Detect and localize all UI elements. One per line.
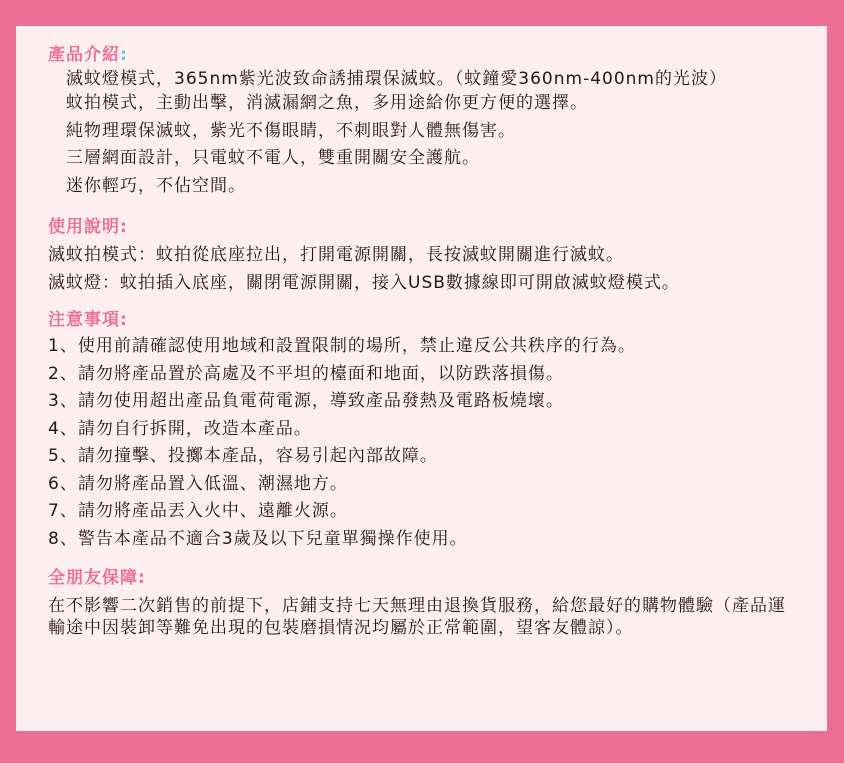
product-intro-section — [48, 44, 797, 200]
notes-colon: : — [120, 310, 128, 330]
usage-line-1: 滅蚊拍模式：蚊拍從底座拉出，打開電源開關，長按滅蚊開關進行滅蚊。 — [48, 245, 624, 265]
guarantee-title — [48, 567, 797, 589]
product-intro-colon: : — [120, 45, 128, 65]
notes-item-6: 6、請勿將產品置入低溫、潮濕地方。 — [48, 473, 348, 494]
notes-item-1: 1、使用前請確認使用地域和設置限制的場所，禁止違反公共秩序的行為。 — [48, 336, 636, 356]
usage-colon: : — [120, 217, 128, 237]
notes-item-8: 8、警告本產品不適合3歲及以下兒童單獨操作使用。 — [48, 528, 468, 549]
usage-section — [48, 216, 797, 297]
guarantee-title-text: 全朋友保障 — [48, 568, 138, 588]
info-card — [16, 26, 827, 731]
notes-item-4: 4、請勿自行拆開，改造本產品。 — [48, 418, 312, 439]
guarantee-text: 在不影響二次銷售的前提下，店鋪支持七天無理由退換貨服務，給您最好的購物體驗（產品運輸途中因裝卸等難免出現的包裝磨損情況均屬於正常範圍，望客友體諒）。 — [48, 596, 786, 638]
intro-line-5: 迷你輕巧，不佔空間。 — [66, 175, 246, 196]
product-intro-title — [48, 44, 797, 66]
notes-title-text: 注意事項 — [48, 310, 120, 330]
intro-line-2: 蚊拍模式，主動出擊，消滅漏網之魚，多用途給你更方便的選擇。 — [66, 93, 588, 113]
usage-title-text: 使用說明 — [48, 217, 120, 237]
usage-title — [48, 216, 797, 238]
product-intro-title-text: 產品介紹 — [48, 45, 120, 65]
intro-line-3: 純物理環保滅蚊，紫光不傷眼睛，不刺眼對人體無傷害。 — [66, 120, 516, 141]
notes-item-2: 2、請勿將產品置於高處及不平坦的檯面和地面，以防跌落損傷。 — [48, 363, 564, 384]
intro-line-4: 三層網面設計，只電蚊不電人，雙重開關安全護航。 — [66, 148, 480, 168]
guarantee-section — [48, 567, 797, 639]
notes-title — [48, 309, 797, 331]
guarantee-colon: : — [138, 568, 146, 588]
notes-item-3: 3、請勿使用超出產品負電荷電源，導致產品發熱及電路板燒壞。 — [48, 391, 564, 411]
notes-item-5: 5、請勿撞擊、投擲本產品，容易引起內部故障。 — [48, 446, 438, 466]
notes-item-7: 7、請勿將產品丟入火中、遠離火源。 — [48, 501, 348, 521]
intro-line-1: 滅蚊燈模式，365nm紫光波致命誘捕環保滅蚊。（蚊鐘愛360nm-400nm的光波） — [66, 69, 727, 89]
usage-line-2: 滅蚊燈：蚊拍插入底座，關閉電源開關，接入USB數據線即可開啟滅蚊燈模式。 — [48, 272, 680, 293]
notes-section — [48, 309, 797, 553]
